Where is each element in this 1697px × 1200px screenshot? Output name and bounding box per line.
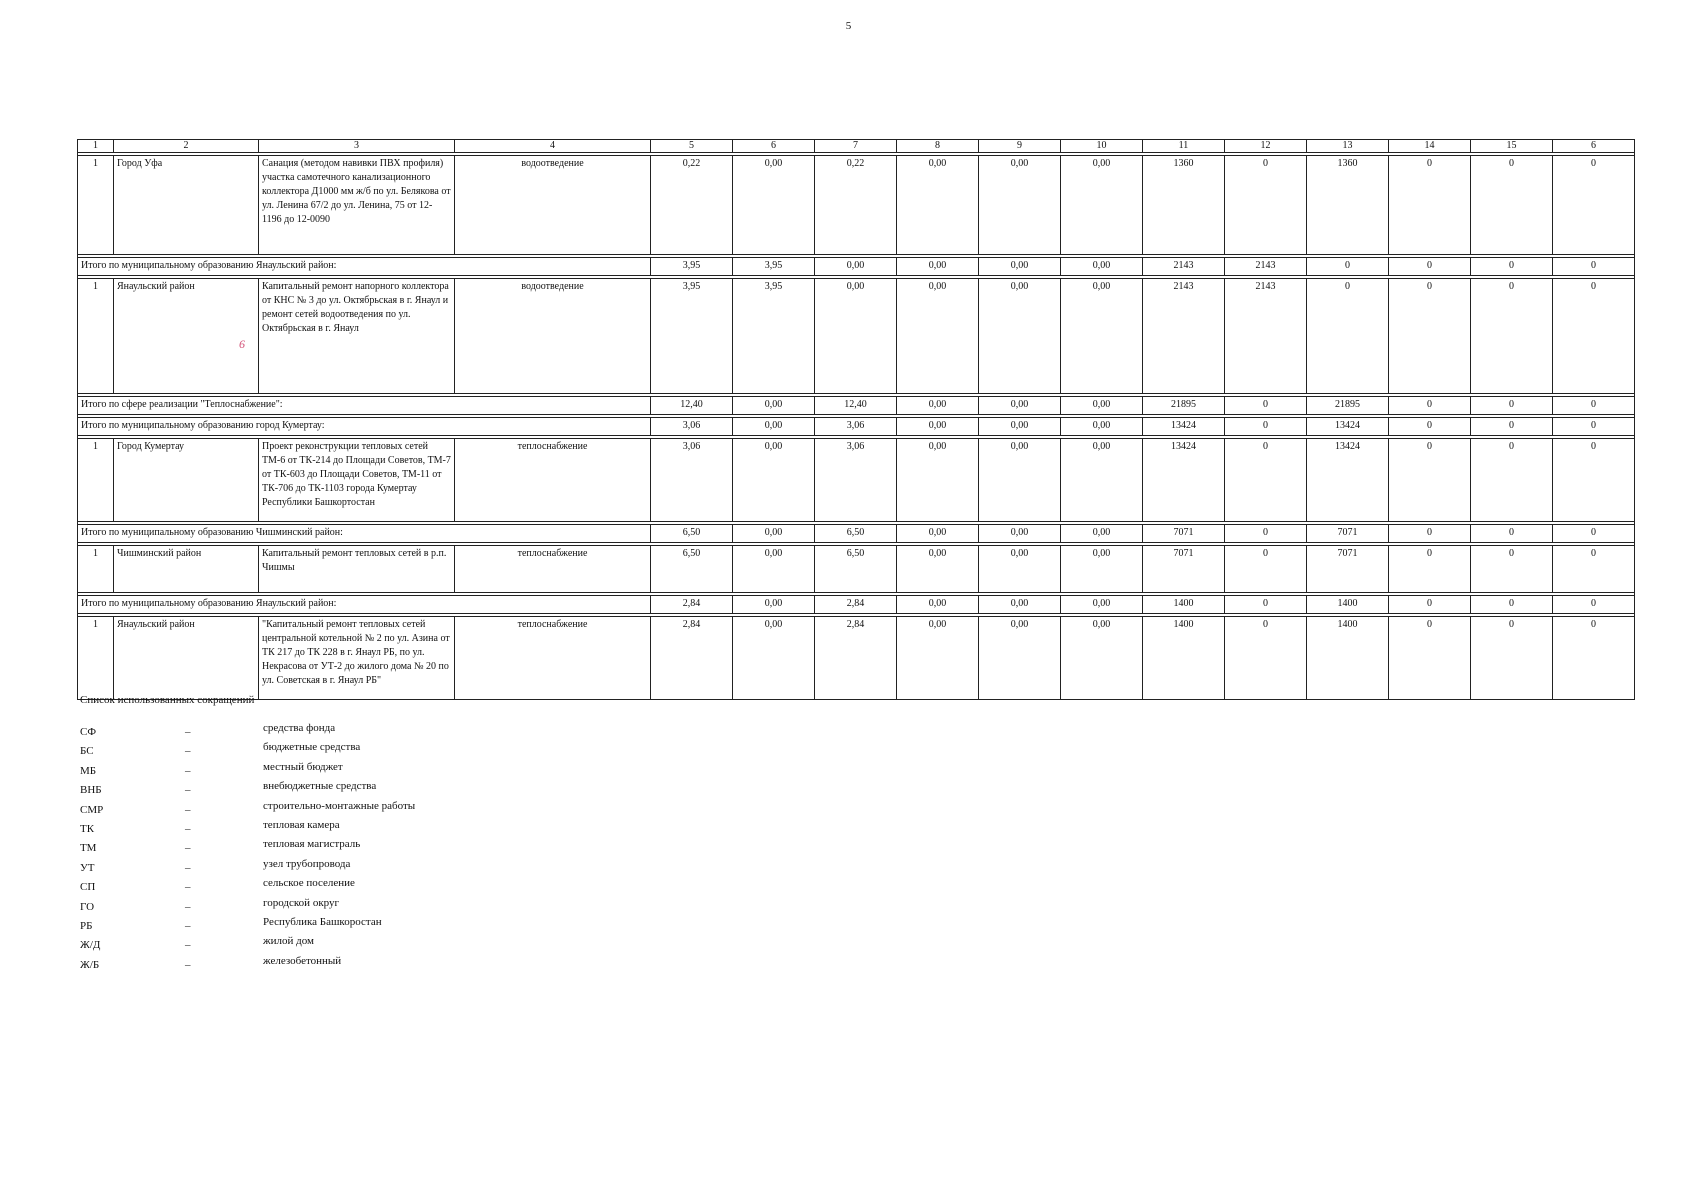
- value-cell: 0,00: [897, 596, 979, 614]
- column-header: 10: [1061, 140, 1143, 153]
- row-number: 1: [78, 546, 114, 593]
- value-cell: 1400: [1307, 596, 1389, 614]
- value-cell: 0,00: [897, 258, 979, 276]
- subtotal-row: [78, 397, 1635, 415]
- value-cell: 0,00: [979, 258, 1061, 276]
- value-cell: 6,50: [651, 525, 733, 543]
- value-cell: 0,00: [733, 418, 815, 436]
- value-cell: 6,50: [815, 525, 897, 543]
- value-cell: 0,00: [897, 418, 979, 436]
- value-cell: 0,00: [897, 156, 979, 255]
- abbreviation-code: РБ: [80, 919, 93, 932]
- abbreviation-meaning: тепловая магистраль: [263, 838, 361, 851]
- municipality-cell: Янаульский район: [114, 279, 259, 394]
- handwritten-mark: 6: [239, 337, 245, 351]
- abbreviation-dash: –: [185, 745, 191, 758]
- column-header: 13: [1307, 140, 1389, 153]
- subtotal-label: Итого по муниципальному образованию Янаульский район:: [78, 258, 651, 276]
- description-cell: Санация (методом навивки ПВХ профиля) участка самотечного канализационного коллектора Д1000 мм ж/б по ул. Белякова от ул. Ленина 67/2 до ул. Ленина, 75 от 12-1196 до 12-0090: [259, 156, 455, 255]
- table-row: [78, 439, 1635, 522]
- value-cell: 0,00: [733, 439, 815, 522]
- description-cell: "Капитальный ремонт тепловых сетей центральной котельной № 2 по ул. Азина от ТК 217 до ТК 228 в г. Янаул РБ, по ул. Некрасова от УТ-2 до жилого дома № 20 по ул. Советская в г. Янаул РБ": [259, 617, 455, 700]
- abbreviation-dash: –: [185, 803, 191, 816]
- abbreviation-code: Ж/Д: [80, 939, 101, 952]
- value-cell: 12,40: [651, 397, 733, 415]
- municipality-cell: Янаульский район: [114, 617, 259, 700]
- abbreviation-dash: –: [185, 764, 191, 777]
- abbreviation-meaning: строительно-монтажные работы: [263, 799, 416, 812]
- value-cell: 0,00: [1061, 546, 1143, 593]
- abbreviation-dash: –: [185, 842, 191, 855]
- value-cell: 0,00: [733, 617, 815, 700]
- value-cell: 2,84: [651, 596, 733, 614]
- column-header: 15: [1471, 140, 1553, 153]
- value-cell: 7071: [1307, 525, 1389, 543]
- value-cell: 0,00: [979, 617, 1061, 700]
- sector-cell: водоотведение: [455, 279, 651, 394]
- abbreviation-meaning: железобетонный: [263, 954, 342, 967]
- value-cell: 1400: [1307, 617, 1389, 700]
- value-cell: 0,00: [979, 279, 1061, 394]
- description-cell: Капитальный ремонт тепловых сетей в р.п. Чишмы: [259, 546, 455, 593]
- value-cell: 13424: [1143, 439, 1225, 522]
- value-cell: 0: [1389, 617, 1471, 700]
- abbreviation-dash: –: [185, 900, 191, 913]
- value-cell: 7071: [1143, 525, 1225, 543]
- value-cell: 0: [1389, 258, 1471, 276]
- abbreviation-code: СП: [80, 881, 96, 894]
- subtotal-row: [78, 525, 1635, 543]
- value-cell: 0: [1553, 546, 1635, 593]
- value-cell: 2,84: [815, 617, 897, 700]
- value-cell: 0: [1389, 439, 1471, 522]
- value-cell: 2143: [1225, 279, 1307, 394]
- value-cell: 0: [1553, 439, 1635, 522]
- value-cell: 0,00: [979, 156, 1061, 255]
- value-cell: 0: [1553, 156, 1635, 255]
- value-cell: 0: [1471, 525, 1553, 543]
- value-cell: 0: [1553, 397, 1635, 415]
- value-cell: 7071: [1307, 546, 1389, 593]
- abbreviation-meaning: тепловая камера: [263, 818, 340, 831]
- value-cell: 0: [1225, 546, 1307, 593]
- value-cell: 0,00: [1061, 418, 1143, 436]
- subtotal-label: Итого по муниципальному образованию город Кумертау:: [78, 418, 651, 436]
- column-header: 1: [78, 140, 114, 153]
- value-cell: 0: [1225, 617, 1307, 700]
- value-cell: 2143: [1143, 279, 1225, 394]
- municipality-cell: Город Уфа: [114, 156, 259, 255]
- value-cell: 0,00: [979, 596, 1061, 614]
- abbreviation-meaning: узел трубопровода: [263, 857, 351, 870]
- subtotal-row: [78, 596, 1635, 614]
- value-cell: 0,00: [815, 279, 897, 394]
- value-cell: 0: [1389, 279, 1471, 394]
- value-cell: 0,00: [897, 279, 979, 394]
- abbreviation-code: УТ: [80, 861, 95, 874]
- value-cell: 0: [1471, 258, 1553, 276]
- abbreviation-code: СФ: [80, 726, 97, 738]
- column-header: 6: [1553, 140, 1635, 153]
- value-cell: 13424: [1307, 418, 1389, 436]
- value-cell: 0: [1553, 418, 1635, 436]
- value-cell: 0,22: [815, 156, 897, 255]
- value-cell: 0,00: [1061, 439, 1143, 522]
- column-header: 8: [897, 140, 979, 153]
- value-cell: 0,00: [1061, 397, 1143, 415]
- value-cell: 3,95: [733, 279, 815, 394]
- description-cell: Капитальный ремонт напорного коллектора от КНС № 3 до ул. Октябрьская в г. Янаул и ремонт сетей водоотведения по ул. Октябрьская в г. Янаул: [259, 279, 455, 394]
- column-header: 6: [733, 140, 815, 153]
- page-number: 5: [845, 20, 852, 32]
- value-cell: 0,00: [979, 525, 1061, 543]
- abbreviation-meaning: городской округ: [263, 896, 340, 909]
- value-cell: 0: [1307, 258, 1389, 276]
- value-cell: 3,06: [815, 418, 897, 436]
- abbreviation-code: ВНБ: [80, 784, 102, 797]
- table-row: [78, 156, 1635, 255]
- abbreviation-meaning: жилой дом: [263, 935, 314, 948]
- value-cell: 0,00: [1061, 258, 1143, 276]
- value-cell: 6,50: [651, 546, 733, 593]
- value-cell: 3,95: [733, 258, 815, 276]
- value-cell: 2143: [1225, 258, 1307, 276]
- value-cell: 0,00: [733, 546, 815, 593]
- value-cell: 2,84: [815, 596, 897, 614]
- abbreviation-meaning: бюджетные средства: [263, 741, 361, 754]
- value-cell: 0: [1553, 617, 1635, 700]
- abbreviations-title: Список использованных сокращений: [80, 694, 255, 706]
- table-row: [78, 279, 1635, 394]
- value-cell: 0: [1471, 418, 1553, 436]
- abbreviation-code: СМР: [80, 803, 104, 816]
- value-cell: 0,00: [897, 525, 979, 543]
- abbreviation-dash: –: [185, 939, 191, 952]
- value-cell: 0: [1553, 525, 1635, 543]
- investment-table: [77, 139, 1635, 700]
- value-cell: 0: [1389, 525, 1471, 543]
- value-cell: 1400: [1143, 617, 1225, 700]
- value-cell: 3,06: [651, 439, 733, 522]
- value-cell: 3,06: [651, 418, 733, 436]
- value-cell: 0: [1471, 617, 1553, 700]
- abbreviation-dash: –: [185, 784, 191, 797]
- table-row: [78, 617, 1635, 700]
- value-cell: 0,00: [979, 546, 1061, 593]
- column-header: 11: [1143, 140, 1225, 153]
- header-row: [78, 140, 1635, 153]
- value-cell: 0,00: [733, 156, 815, 255]
- row-number: 1: [78, 617, 114, 700]
- abbreviation-code: ГО: [80, 900, 95, 913]
- value-cell: 1360: [1307, 156, 1389, 255]
- abbreviation-dash: –: [185, 822, 191, 835]
- abbreviation-dash: –: [185, 919, 191, 932]
- value-cell: 0,00: [897, 546, 979, 593]
- value-cell: 0: [1471, 439, 1553, 522]
- value-cell: 0: [1471, 279, 1553, 394]
- description-cell: Проект реконструкции тепловых сетей ТМ-6 от ТК-214 до Площади Советов, ТМ-7 от ТК-603 до Площади Советов, ТМ-11 от ТК-706 до ТК-1103 города Кумертау Республики Башкортостан: [259, 439, 455, 522]
- value-cell: 12,40: [815, 397, 897, 415]
- value-cell: 0: [1389, 156, 1471, 255]
- abbreviation-code: Ж/Б: [80, 958, 100, 971]
- value-cell: 0,00: [733, 596, 815, 614]
- value-cell: 3,95: [651, 258, 733, 276]
- column-header: 12: [1225, 140, 1307, 153]
- value-cell: 0: [1553, 596, 1635, 614]
- municipality-cell: Город Кумертау: [114, 439, 259, 522]
- row-number: 1: [78, 439, 114, 522]
- value-cell: 0,00: [1061, 279, 1143, 394]
- abbreviation-meaning: местный бюджет: [263, 760, 343, 773]
- value-cell: 0: [1307, 279, 1389, 394]
- abbreviation-meaning: Республика Башкоростан: [263, 915, 382, 928]
- value-cell: 0,00: [897, 617, 979, 700]
- value-cell: 0,00: [815, 258, 897, 276]
- value-cell: 0,00: [733, 525, 815, 543]
- value-cell: 0,00: [1061, 617, 1143, 700]
- value-cell: 0: [1471, 156, 1553, 255]
- value-cell: 0: [1389, 596, 1471, 614]
- column-header: 2: [114, 140, 259, 153]
- value-cell: 21895: [1307, 397, 1389, 415]
- value-cell: 1360: [1143, 156, 1225, 255]
- sector-cell: теплоснабжение: [455, 546, 651, 593]
- value-cell: 0,00: [1061, 525, 1143, 543]
- value-cell: 0: [1471, 397, 1553, 415]
- sector-cell: теплоснабжение: [455, 439, 651, 522]
- value-cell: 0: [1389, 397, 1471, 415]
- value-cell: 2143: [1143, 258, 1225, 276]
- value-cell: 0,00: [897, 397, 979, 415]
- abbreviation-meaning: внебюджетные средства: [263, 780, 377, 793]
- value-cell: 13424: [1307, 439, 1389, 522]
- subtotal-label: Итого по сфере реализации "Теплоснабжение":: [78, 397, 651, 415]
- value-cell: 0,00: [733, 397, 815, 415]
- subtotal-row: [78, 418, 1635, 436]
- table-row: [78, 546, 1635, 593]
- column-header: 3: [259, 140, 455, 153]
- value-cell: 0,00: [979, 397, 1061, 415]
- value-cell: 0,00: [897, 439, 979, 522]
- value-cell: 0,00: [1061, 596, 1143, 614]
- abbreviation-code: МБ: [80, 764, 97, 777]
- abbreviation-code: ТК: [80, 822, 95, 835]
- value-cell: 0: [1225, 596, 1307, 614]
- value-cell: 7071: [1143, 546, 1225, 593]
- abbreviation-meaning: средства фонда: [263, 722, 336, 734]
- value-cell: 0: [1225, 397, 1307, 415]
- value-cell: 0: [1553, 279, 1635, 394]
- value-cell: 0: [1389, 418, 1471, 436]
- value-cell: 0: [1471, 546, 1553, 593]
- column-header: 7: [815, 140, 897, 153]
- value-cell: 0,00: [1061, 156, 1143, 255]
- value-cell: 21895: [1143, 397, 1225, 415]
- column-header: 14: [1389, 140, 1471, 153]
- row-number: 1: [78, 279, 114, 394]
- value-cell: 1400: [1143, 596, 1225, 614]
- sector-cell: водоотведение: [455, 156, 651, 255]
- value-cell: 2,84: [651, 617, 733, 700]
- value-cell: 13424: [1143, 418, 1225, 436]
- value-cell: 0,22: [651, 156, 733, 255]
- value-cell: 3,06: [815, 439, 897, 522]
- column-header: 9: [979, 140, 1061, 153]
- municipality-cell: Чишминский район: [114, 546, 259, 593]
- abbreviation-dash: –: [185, 958, 191, 971]
- abbreviation-meaning: сельское поселение: [263, 877, 355, 890]
- value-cell: 0: [1553, 258, 1635, 276]
- value-cell: 0,00: [979, 439, 1061, 522]
- column-header: 4: [455, 140, 651, 153]
- value-cell: 0: [1225, 439, 1307, 522]
- abbreviation-dash: –: [185, 726, 191, 738]
- abbreviation-dash: –: [185, 881, 191, 894]
- value-cell: 0,00: [979, 418, 1061, 436]
- value-cell: 0: [1225, 418, 1307, 436]
- value-cell: 3,95: [651, 279, 733, 394]
- value-cell: 0: [1471, 596, 1553, 614]
- abbreviation-dash: –: [185, 861, 191, 874]
- row-number: 1: [78, 156, 114, 255]
- value-cell: 0: [1389, 546, 1471, 593]
- value-cell: 0: [1225, 525, 1307, 543]
- subtotal-label: Итого по муниципальному образованию Чишминский район:: [78, 525, 651, 543]
- sector-cell: теплоснабжение: [455, 617, 651, 700]
- value-cell: 6,50: [815, 546, 897, 593]
- abbreviation-code: БС: [80, 745, 94, 758]
- column-header: 5: [651, 140, 733, 153]
- subtotal-row: [78, 258, 1635, 276]
- value-cell: 0: [1225, 156, 1307, 255]
- abbreviation-code: ТМ: [80, 842, 97, 855]
- subtotal-label: Итого по муниципальному образованию Янаульский район:: [78, 596, 651, 614]
